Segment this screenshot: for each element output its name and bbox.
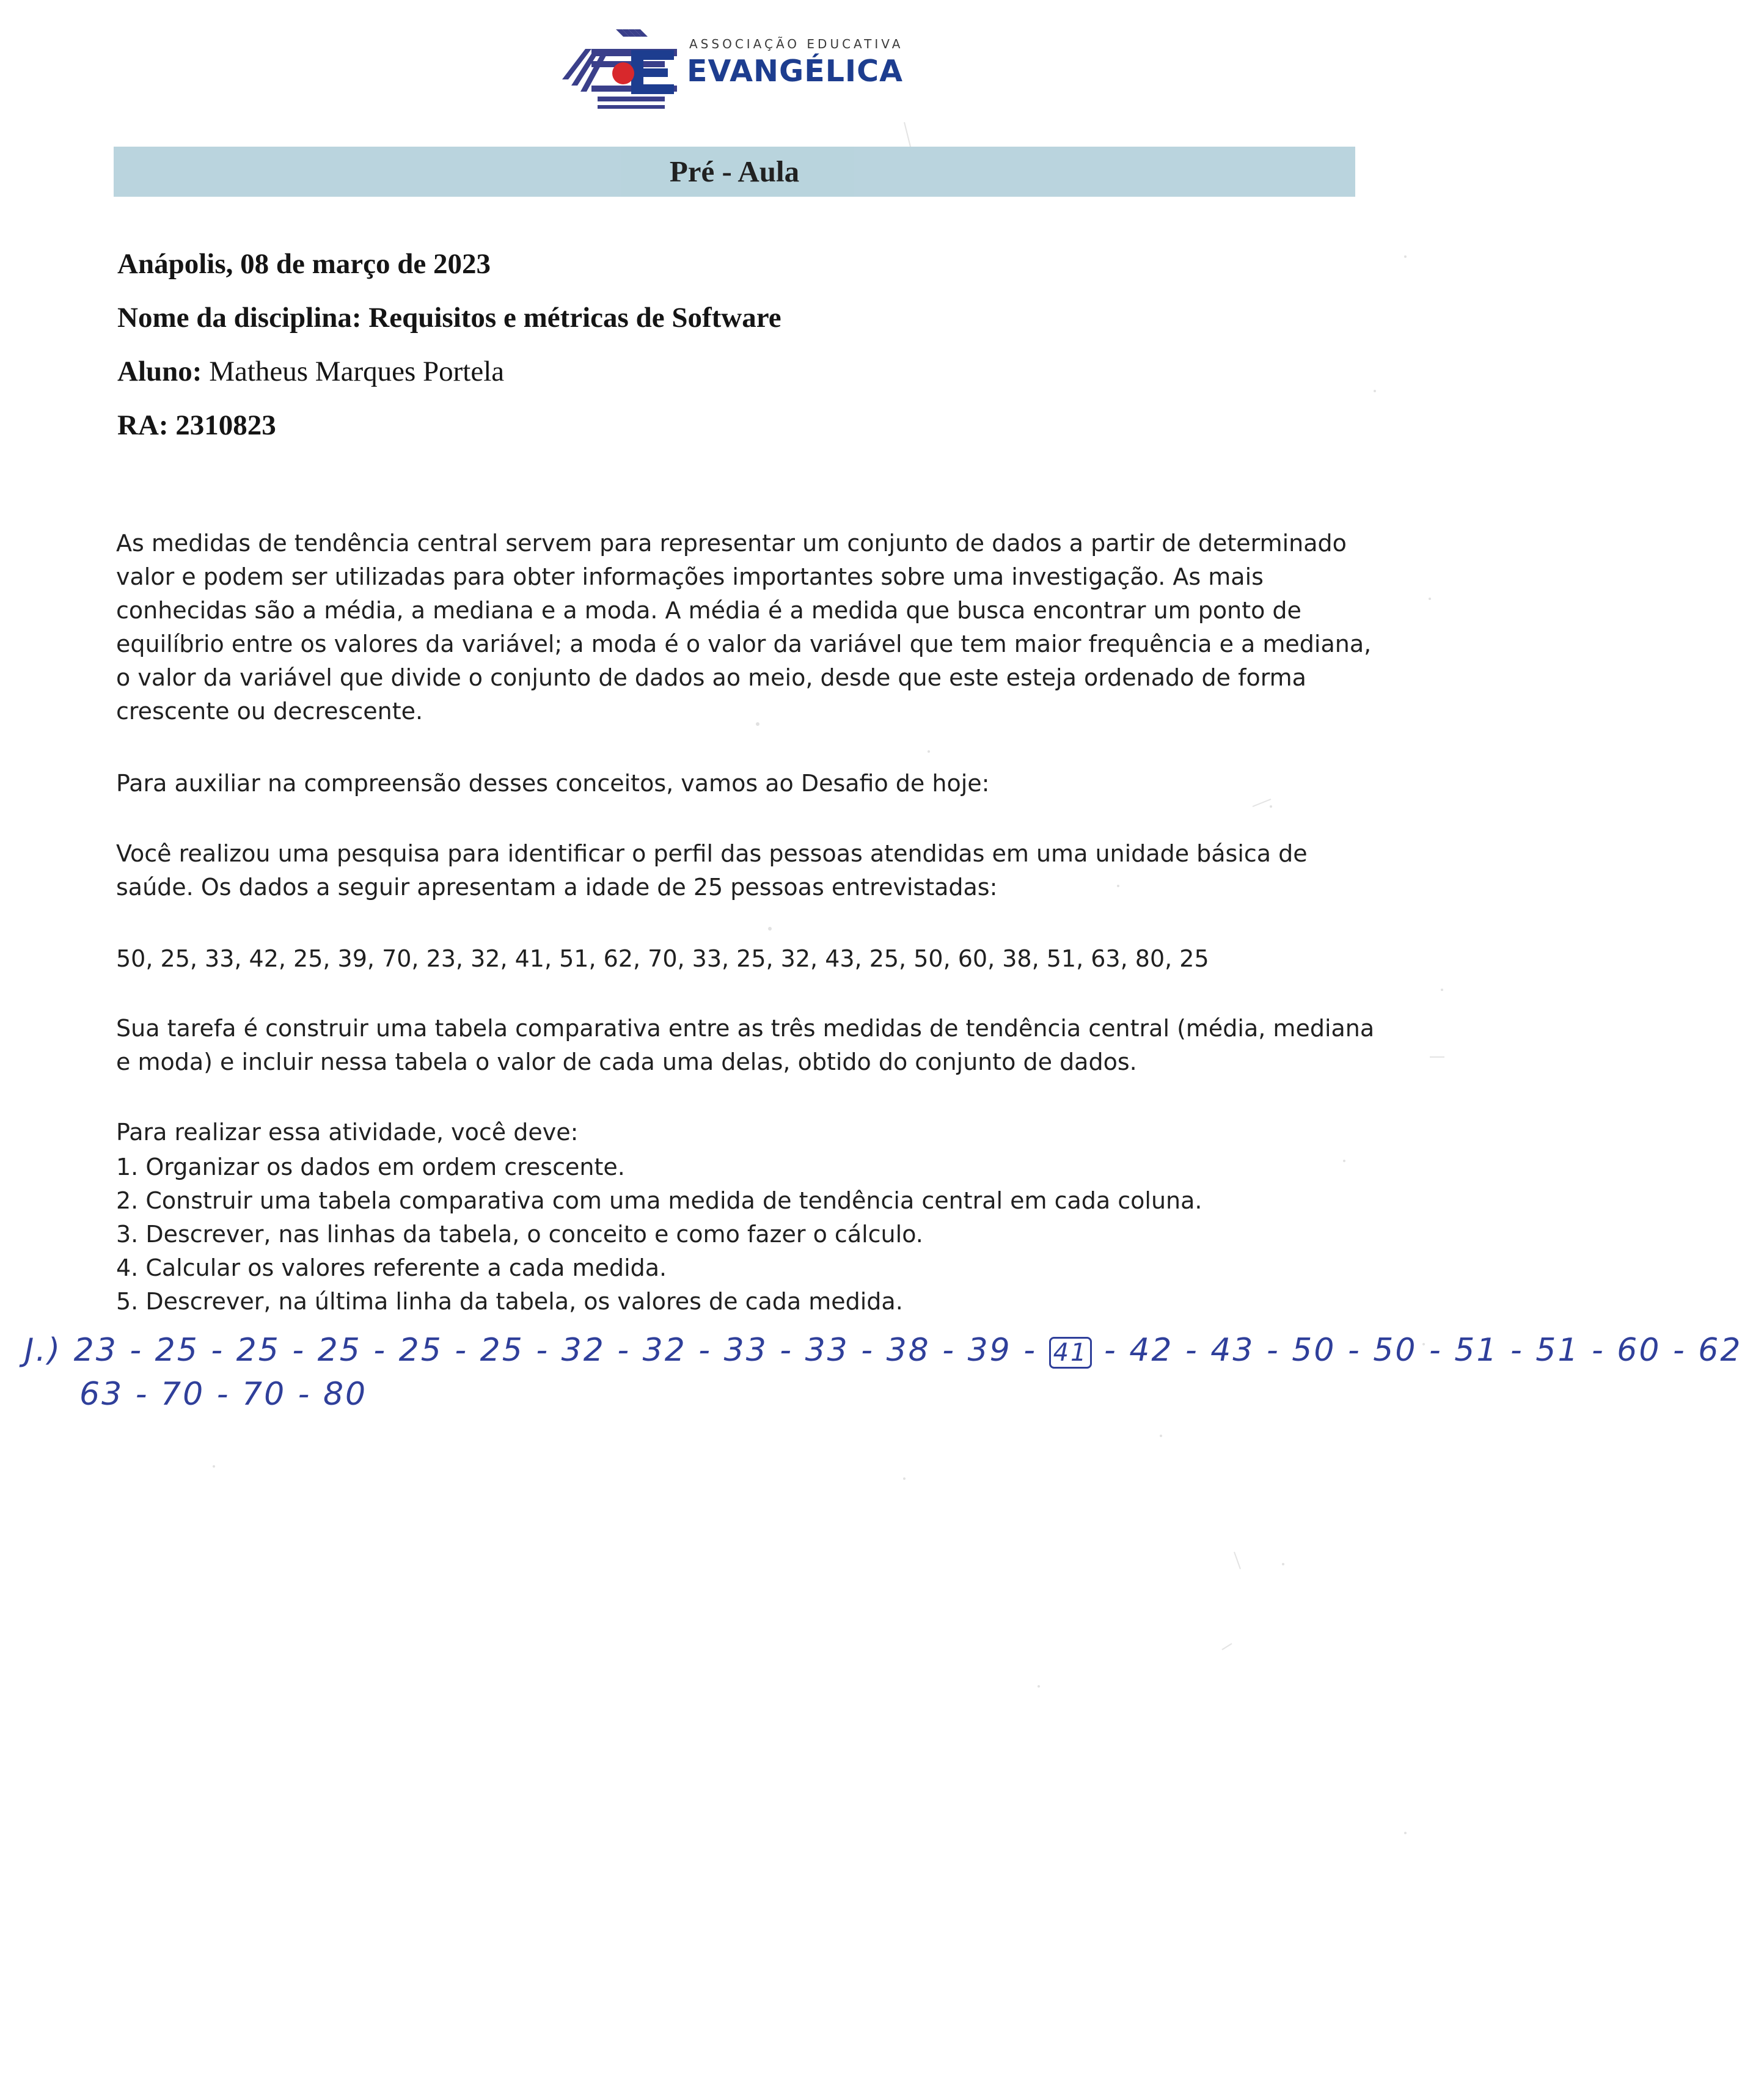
task-paragraph bbox=[116, 1012, 1375, 1079]
header-date: Anápolis, 08 de março de 2023 bbox=[117, 248, 491, 280]
title-banner bbox=[114, 147, 1355, 197]
ra-value: 2310823 bbox=[175, 409, 276, 441]
logo bbox=[561, 24, 915, 116]
handwritten-median-boxed: 41 bbox=[1049, 1337, 1092, 1369]
paragraph-line: Sua tarefa é construir uma tabela comparativa entre as três medidas de tendência central (média, mediana bbox=[116, 1015, 1375, 1042]
instruction-steps bbox=[116, 1151, 1356, 1319]
handwritten-answer-line-1 bbox=[24, 1332, 1742, 1369]
handwritten-sequence-start: J.) 23 - 25 - 25 - 25 - 25 - 25 - 32 - 32 - 33 - 33 - 38 - 39 - bbox=[24, 1332, 1038, 1369]
paragraph-line: conhecidas são a média, a mediana e a moda. A média é a medida que busca encontrar um ponto de bbox=[116, 597, 1301, 624]
student-value: Matheus Marques Portela bbox=[209, 356, 505, 387]
step-item: 5. Descrever, na última linha da tabela, os valores de cada medida. bbox=[116, 1288, 903, 1315]
logo-org-subtitle: ASSOCIAÇÃO EDUCATIVA bbox=[689, 37, 904, 51]
step-item: 3. Descrever, nas linhas da tabela, o conceito e como fazer o cálculo. bbox=[116, 1221, 923, 1248]
page-title: Pré - Aula bbox=[669, 155, 800, 188]
step-item: 1. Organizar os dados em ordem crescente. bbox=[116, 1154, 625, 1180]
student-label: Aluno: bbox=[117, 356, 202, 387]
challenge-intro: Para auxiliar na compreensão desses conceitos, vamos ao Desafio de hoje: bbox=[116, 770, 990, 797]
paragraph-line: Você realizou uma pesquisa para identificar o perfil das pessoas atendidas em uma unidade básica de bbox=[116, 840, 1308, 867]
header-ra bbox=[117, 409, 276, 442]
paragraph-line: valor e podem ser utilizadas para obter informações importantes sobre uma investigação. As mais bbox=[116, 563, 1264, 590]
paragraph-line: o valor da variável que divide o conjunto de dados ao meio, desde que este esteja ordenado de forma bbox=[116, 664, 1306, 691]
step-item: 4. Calcular os valores referente a cada medida. bbox=[116, 1254, 667, 1281]
paragraph-line: e moda) e incluir nessa tabela o valor de cada uma delas, obtido do conjunto de dados. bbox=[116, 1048, 1137, 1075]
paragraph-line: crescente ou decrescente. bbox=[116, 698, 423, 725]
paragraph-line: As medidas de tendência central servem para representar um conjunto de dados a partir de determinado bbox=[116, 530, 1347, 557]
step-item: 2. Construir uma tabela comparativa com uma medida de tendência central em cada coluna. bbox=[116, 1187, 1202, 1214]
discipline-label: Nome da disciplina: bbox=[117, 302, 362, 334]
header-discipline bbox=[117, 301, 781, 334]
paragraph-line: saúde. Os dados a seguir apresentam a idade de 25 pessoas entrevistadas: bbox=[116, 874, 998, 901]
survey-paragraph bbox=[116, 837, 1356, 904]
header-student bbox=[117, 355, 504, 388]
handwritten-sequence-end: - 42 - 43 - 50 - 50 - 51 - 51 - 60 - 62 bbox=[1104, 1332, 1742, 1369]
ra-label: RA: bbox=[117, 409, 169, 441]
discipline-value: Requisitos e métricas de Software bbox=[368, 302, 781, 334]
paragraph-line: equilíbrio entre os valores da variável; a moda é o valor da variável que tem maior frequência e a mediana, bbox=[116, 631, 1372, 657]
logo-emblem-icon bbox=[561, 24, 683, 116]
logo-org-name: EVANGÉLICA bbox=[687, 54, 904, 89]
intro-paragraph bbox=[116, 527, 1372, 728]
instructions-intro: Para realizar essa atividade, você deve: bbox=[116, 1119, 579, 1146]
data-values-line: 50, 25, 33, 42, 25, 39, 70, 23, 32, 41, 51, 62, 70, 33, 25, 32, 43, 25, 50, 60, 38, 51, 63, 80, 25 bbox=[116, 945, 1209, 972]
handwritten-answer-line-2: 63 - 70 - 70 - 80 bbox=[79, 1376, 368, 1413]
